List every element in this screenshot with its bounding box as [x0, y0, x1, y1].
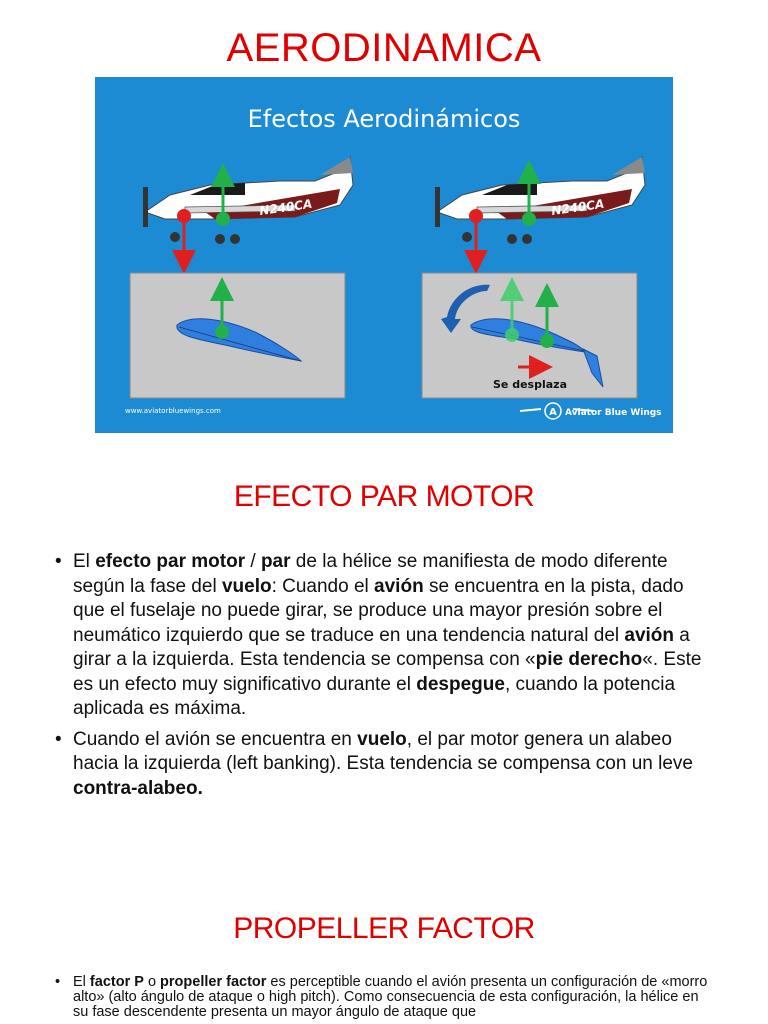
website-text: www.aviatorbluewings.com: [125, 407, 221, 415]
propeller-factor-bullets: [55, 975, 715, 1020]
registration-right: N240CA: [550, 196, 606, 218]
page-title: AERODINAMICA: [226, 26, 542, 70]
registration-left: N240CA: [258, 196, 314, 218]
bullet-par-motor-flight: • Cuando el avión se encuentra en vuelo, el par motor genera un alabeo hacia la izquierda (left banking). Esta tendencia se compensa con un leve contra-alabeo.: [55, 728, 693, 799]
section-title-propeller-factor: PROPELLER FACTOR: [233, 912, 535, 945]
airplane-right: [435, 157, 645, 262]
figure-title: Efectos Aerodinámicos: [247, 105, 521, 133]
center-of-gravity-right: [469, 209, 483, 223]
brand-letter: A: [549, 407, 557, 418]
par-motor-bullets: [55, 550, 715, 807]
bullet-propeller-factor: • El factor P o propeller factor es perceptible cuando el avión presenta un configuración de «morro alto» (alto ángulo de ataque o high pitch). Como consecuencia de esta configuración, la hélice en su fase descendente presenta un mayor ángulo de ataque que: [55, 974, 708, 1020]
bullet-marker: •: [55, 728, 62, 750]
bullet-marker: •: [55, 974, 61, 990]
center-of-gravity-left: [177, 209, 191, 223]
bullet-marker: •: [55, 551, 62, 572]
center-of-lift-left: [216, 212, 230, 226]
displaced-label: Se desplaza: [493, 378, 567, 391]
brand-name: Aviator Blue Wings: [565, 408, 662, 418]
center-of-lift-right: [522, 212, 536, 226]
bullet-par-motor-ground: • El efecto par motor / par de la hélice se manifiesta de modo diferente según la fase del vuelo: Cuando el avión se encuentra en la pista, dado que el fuselaje no puede girar, se produce una mayor presión sobre el neumático izquierdo que se traduce en una tendencia natural del avión a girar a la izquierda. Esta tendencia se compensa con «pie derecho«. Este es un efecto muy significativo durante el despegue, cuando la potencia aplicada es máxima.: [55, 551, 702, 719]
aerodynamic-effects-figure: [95, 77, 673, 433]
airplane-left: [143, 157, 353, 262]
section-title-efecto-par-motor: EFECTO PAR MOTOR: [233, 480, 535, 513]
